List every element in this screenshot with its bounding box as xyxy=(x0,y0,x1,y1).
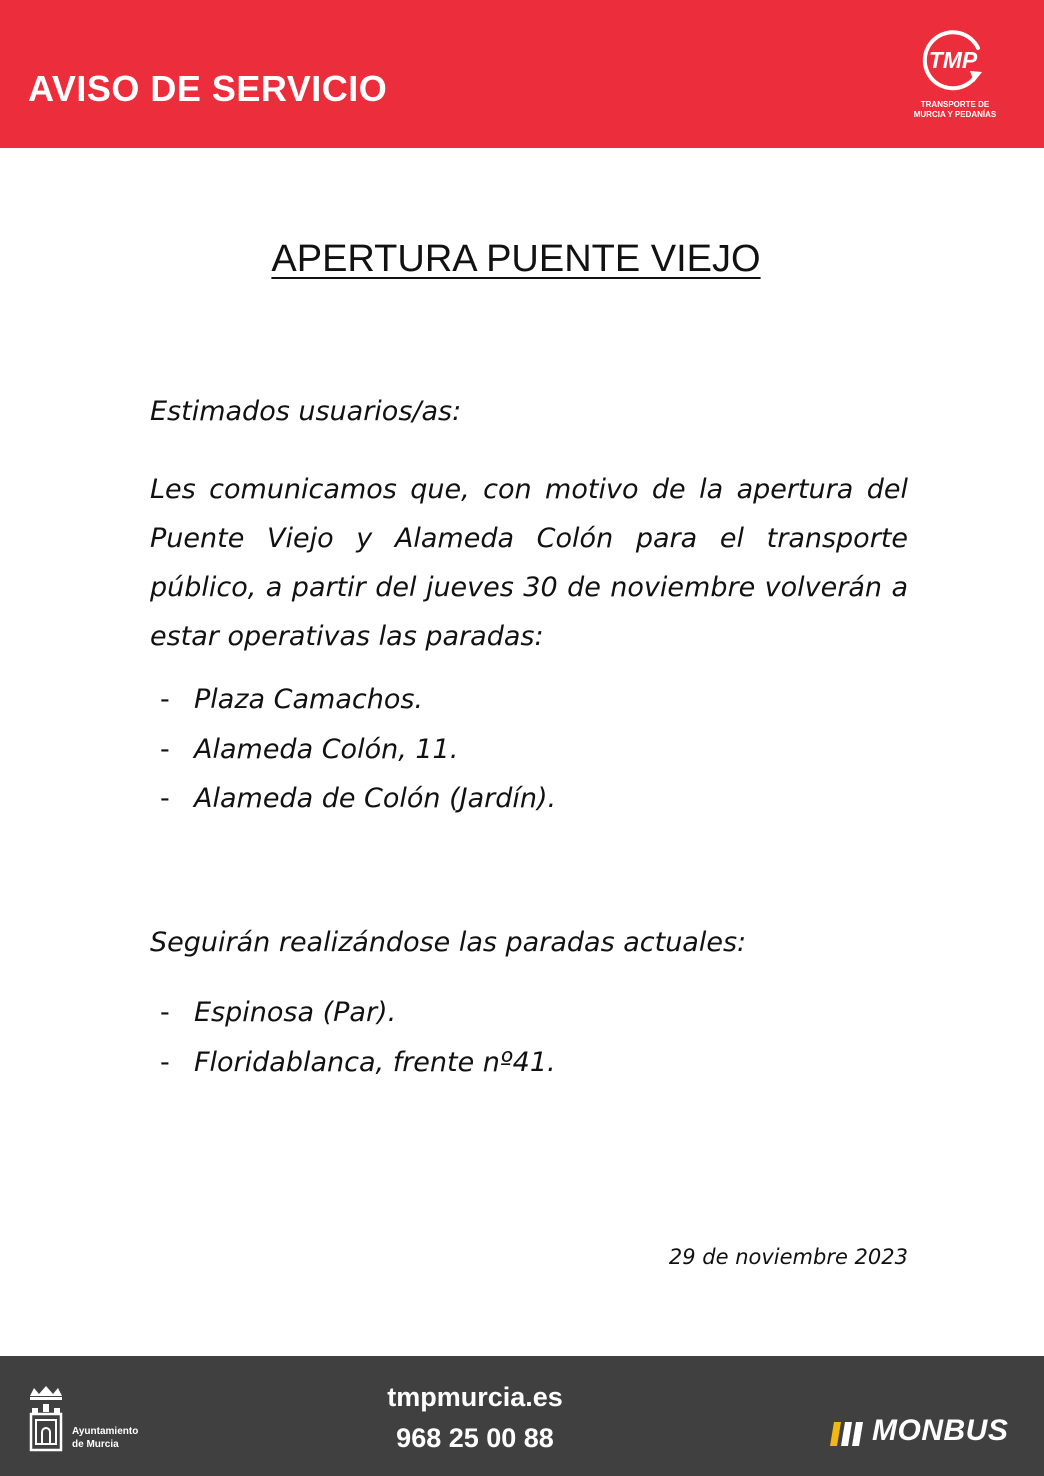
stop-name: Espinosa (Par). xyxy=(194,997,397,1028)
tmp-logo xyxy=(900,26,1010,126)
page-header-title: AVISO DE SERVICIO xyxy=(28,68,388,109)
list-dash: - xyxy=(160,997,170,1028)
footer-bar xyxy=(0,1356,1044,1476)
list-dash: - xyxy=(160,783,170,814)
current-stops-list xyxy=(160,988,556,1087)
list-dash: - xyxy=(160,1046,170,1078)
tmp-logo-text: TMP xyxy=(928,47,978,73)
stop-name: Floridablanca, frente nº41. xyxy=(194,1046,556,1078)
reopened-stops-list xyxy=(160,675,556,824)
monbus-logo-text: MONBUS xyxy=(872,1414,1009,1447)
stop-name: Alameda Colón, 11. xyxy=(194,733,459,765)
ayuntamiento-label xyxy=(72,1425,138,1451)
greeting: Estimados usuarios/as: xyxy=(150,396,462,427)
current-stops-intro: Seguirán realizándose las paradas actuales: xyxy=(150,927,747,958)
list-dash: - xyxy=(160,733,170,765)
document-title-text: APERTURA PUENTE VIEJO xyxy=(271,238,761,280)
stop-name: Plaza Camachos. xyxy=(194,684,423,715)
tmp-logo-subtitle-line1: TRANSPORTE DE xyxy=(920,100,990,109)
list-item xyxy=(160,988,556,1038)
ayuntamiento-line2: de Murcia xyxy=(72,1439,119,1450)
notice-date: 29 de noviembre 2023 xyxy=(668,1245,908,1269)
list-item xyxy=(160,725,556,775)
header-banner xyxy=(0,0,1044,148)
tmp-logo-subtitle-line2: MURCIA Y PEDANÍAS xyxy=(913,110,997,119)
stop-name: Alameda de Colón (Jardín). xyxy=(194,783,557,814)
phone-number[interactable]: 968 25 00 88 xyxy=(396,1423,554,1453)
ayuntamiento-line1: Ayuntamiento xyxy=(72,1426,139,1437)
monbus-logo xyxy=(828,1414,1028,1450)
list-item xyxy=(160,1038,556,1088)
document-title xyxy=(0,238,1032,281)
ayuntamiento-logo xyxy=(26,1384,166,1458)
list-item xyxy=(160,774,556,824)
monbus-stripes-icon xyxy=(828,1414,870,1450)
list-dash: - xyxy=(160,684,170,715)
castle-crest-icon xyxy=(26,1384,66,1458)
announcement-paragraph: Les comunicamos que, con motivo de la apertura del Puente Viejo y Alameda Colón para el transporte público, a partir del jueves 30 de noviembre volverán a estar operativas las paradas: xyxy=(150,474,908,652)
website-link[interactable]: tmpmurcia.es xyxy=(387,1382,563,1412)
list-item xyxy=(160,675,556,725)
tmp-logo-subtitle xyxy=(900,100,1010,120)
